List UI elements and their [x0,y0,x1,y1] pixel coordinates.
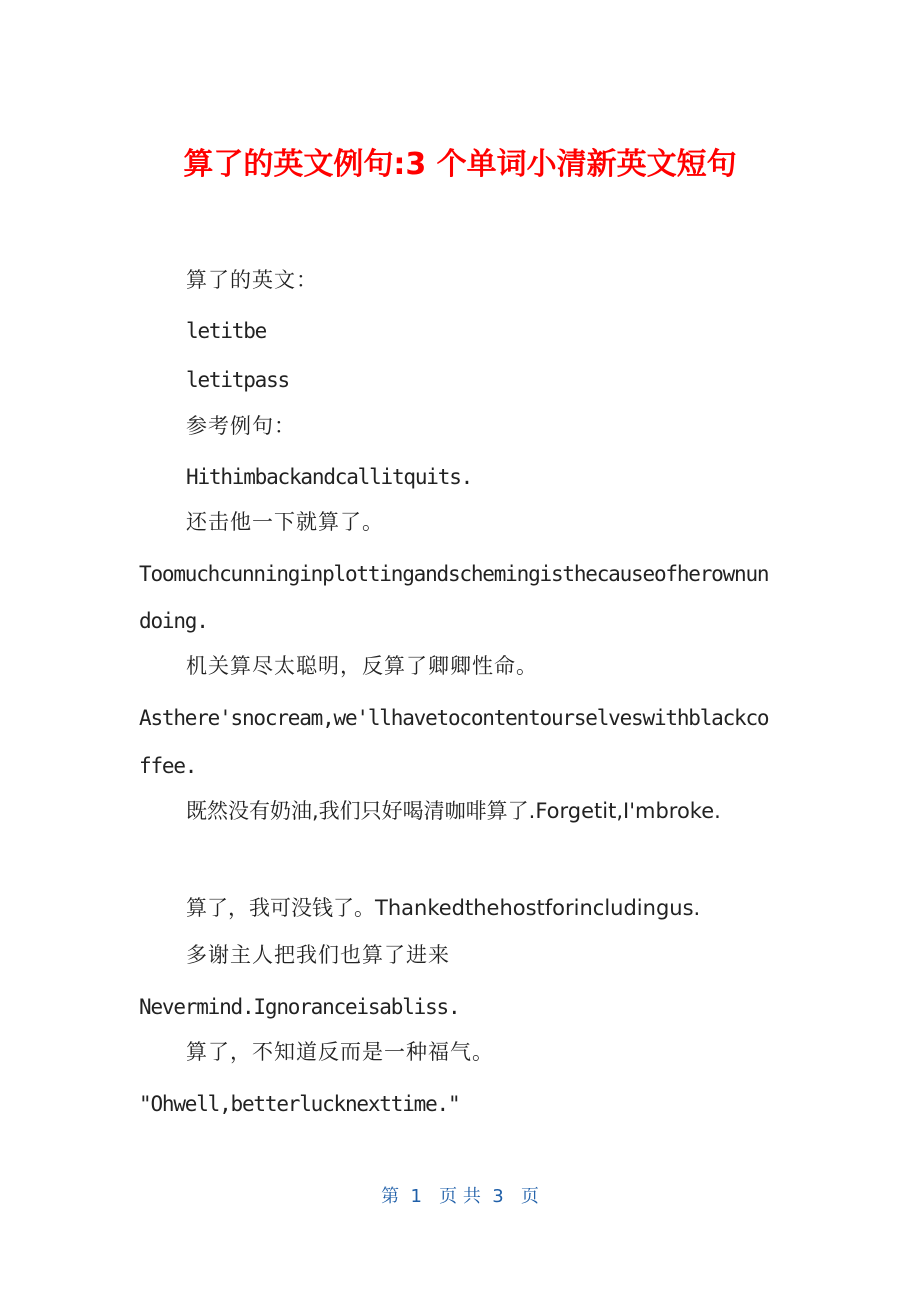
text-line: 机关算尽太聪明，反算了卿卿性命。 [186,654,538,678]
page-footer: 第 1 页 共 3 页 [381,1186,539,1207]
text-line: 既然没有奶油,我们只好喝清咖啡算了.Forgetit,I'mbroke. [186,799,721,823]
text-line: doing. [139,609,208,633]
text-line: ffee. [139,754,197,778]
text-line: 算了，我可没钱了。Thankedthehostforincludingus. [186,896,701,920]
text-line: "Ohwell,betterlucknexttime." [139,1092,460,1116]
text-line: 算了，不知道反而是一种福气。 [186,1040,494,1064]
text-line: Toomuchcunninginplottingandschemingisthecauseofherownun [139,562,769,586]
text-line: Hithimbackandcallitquits. [186,465,473,489]
text-line: letitpass [186,368,289,392]
text-line: 多谢主人把我们也算了进来 [186,943,450,967]
text-line: 算了的英文： [186,268,318,292]
document-title: 算了的英文例句:3 个单词小清新英文短句 [183,147,737,182]
text-line: Nevermind.Ignoranceisabliss. [139,995,460,1019]
text-line: 还击他一下就算了。 [186,510,384,534]
text-line: 参考例句： [186,414,296,438]
text-line: letitbe [186,319,267,343]
text-line: Asthere'snocream,we'llhavetocontentourselveswithblackco [139,706,769,730]
